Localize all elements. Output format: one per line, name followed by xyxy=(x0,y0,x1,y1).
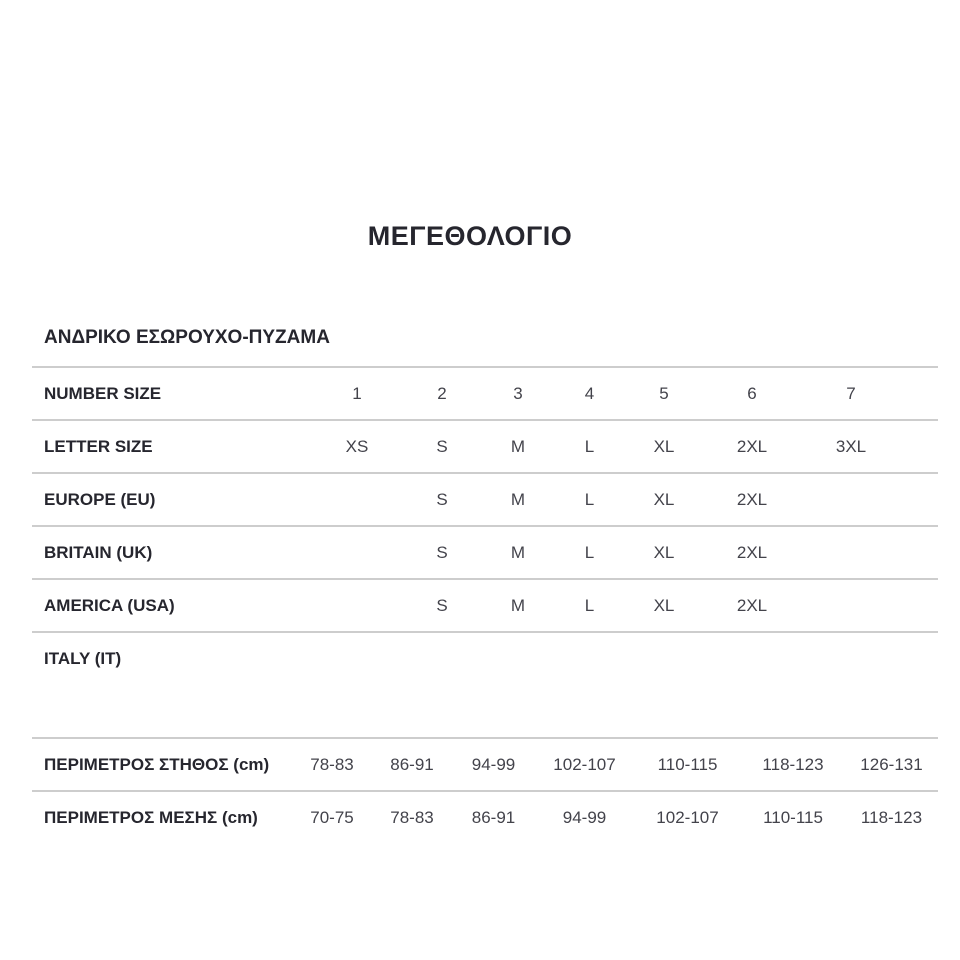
size-cell: 3XL xyxy=(835,436,867,456)
size-cell: S xyxy=(436,595,448,615)
measurement-cell: 102-107 xyxy=(656,807,719,827)
measurement-cell: 78-83 xyxy=(310,754,354,774)
size-cell: S xyxy=(436,489,448,509)
table-row-chest xyxy=(32,737,938,790)
measurement-cell: 110-115 xyxy=(763,807,823,827)
size-cell: S xyxy=(436,542,448,562)
size-cell: 3 xyxy=(513,383,523,403)
measurement-cell: 102-107 xyxy=(553,754,616,774)
table-row-waist xyxy=(32,790,938,843)
size-cell: S xyxy=(436,436,448,456)
size-cell: XS xyxy=(345,436,369,456)
measurement-cell: 70-75 xyxy=(310,807,354,827)
table-row-europe xyxy=(32,472,938,525)
row-label: AMERICA (USA) xyxy=(44,595,175,615)
page-title: ΜΕΓΕΘΟΛΟΓΙΟ xyxy=(367,221,573,251)
size-cell: XL xyxy=(653,595,675,615)
measurement-cell: 126-131 xyxy=(860,754,923,774)
measurement-cell: 86-91 xyxy=(471,807,516,827)
size-cell: L xyxy=(584,595,595,615)
size-cell: 6 xyxy=(747,383,757,403)
measurement-cell: 118-123 xyxy=(762,754,824,774)
row-label: NUMBER SIZE xyxy=(44,383,162,403)
table-row-letter-size xyxy=(32,419,938,472)
row-label: ITALY (IT) xyxy=(44,648,122,668)
size-cell: 2XL xyxy=(736,542,768,562)
size-guide-content xyxy=(32,326,938,843)
row-label: EUROPE (EU) xyxy=(44,489,156,509)
table-gap xyxy=(32,684,938,737)
size-cell: L xyxy=(584,436,595,456)
row-label: ΠΕΡΙΜΕΤΡΟΣ ΜΕΣΗΣ (cm) xyxy=(44,807,258,827)
size-cell: XL xyxy=(653,436,675,456)
size-cell: M xyxy=(510,489,526,509)
size-cell: L xyxy=(584,489,595,509)
measurement-cell: 78-83 xyxy=(390,807,434,827)
size-cell: 5 xyxy=(659,383,669,403)
measurement-cell: 118-123 xyxy=(860,807,923,827)
row-label: ΠΕΡΙΜΕΤΡΟΣ ΣΤΗΘΟΣ (cm) xyxy=(44,754,270,774)
size-cell: 7 xyxy=(846,383,856,403)
table-row-number-size xyxy=(32,366,938,419)
size-cell: M xyxy=(510,542,526,562)
table-row-america xyxy=(32,578,938,631)
measurement-cell: 94-99 xyxy=(562,807,607,827)
row-label: BRITAIN (UK) xyxy=(44,542,153,562)
measurement-cell: 94-99 xyxy=(471,754,516,774)
measurement-cell: 110-115 xyxy=(657,754,718,774)
size-cell: M xyxy=(510,436,526,456)
size-cell: M xyxy=(510,595,526,615)
measurement-table xyxy=(32,737,938,843)
table-row-britain xyxy=(32,525,938,578)
row-label: LETTER SIZE xyxy=(44,436,153,456)
size-cell: XL xyxy=(653,489,675,509)
size-cell: 4 xyxy=(584,383,595,403)
size-cell: L xyxy=(584,542,595,562)
size-table xyxy=(32,366,938,684)
size-cell: 2XL xyxy=(736,436,768,456)
size-cell: 2XL xyxy=(736,489,768,509)
table-row-italy xyxy=(32,631,938,684)
section-title: ΑΝΔΡΙΚΟ ΕΣΩΡΟΥΧΟ-ΠΥΖΑΜΑ xyxy=(44,327,330,348)
size-cell: 2XL xyxy=(736,595,768,615)
size-cell: 1 xyxy=(352,383,362,403)
size-cell: XL xyxy=(653,542,675,562)
measurement-cell: 86-91 xyxy=(390,754,434,774)
size-cell: 2 xyxy=(437,383,447,403)
